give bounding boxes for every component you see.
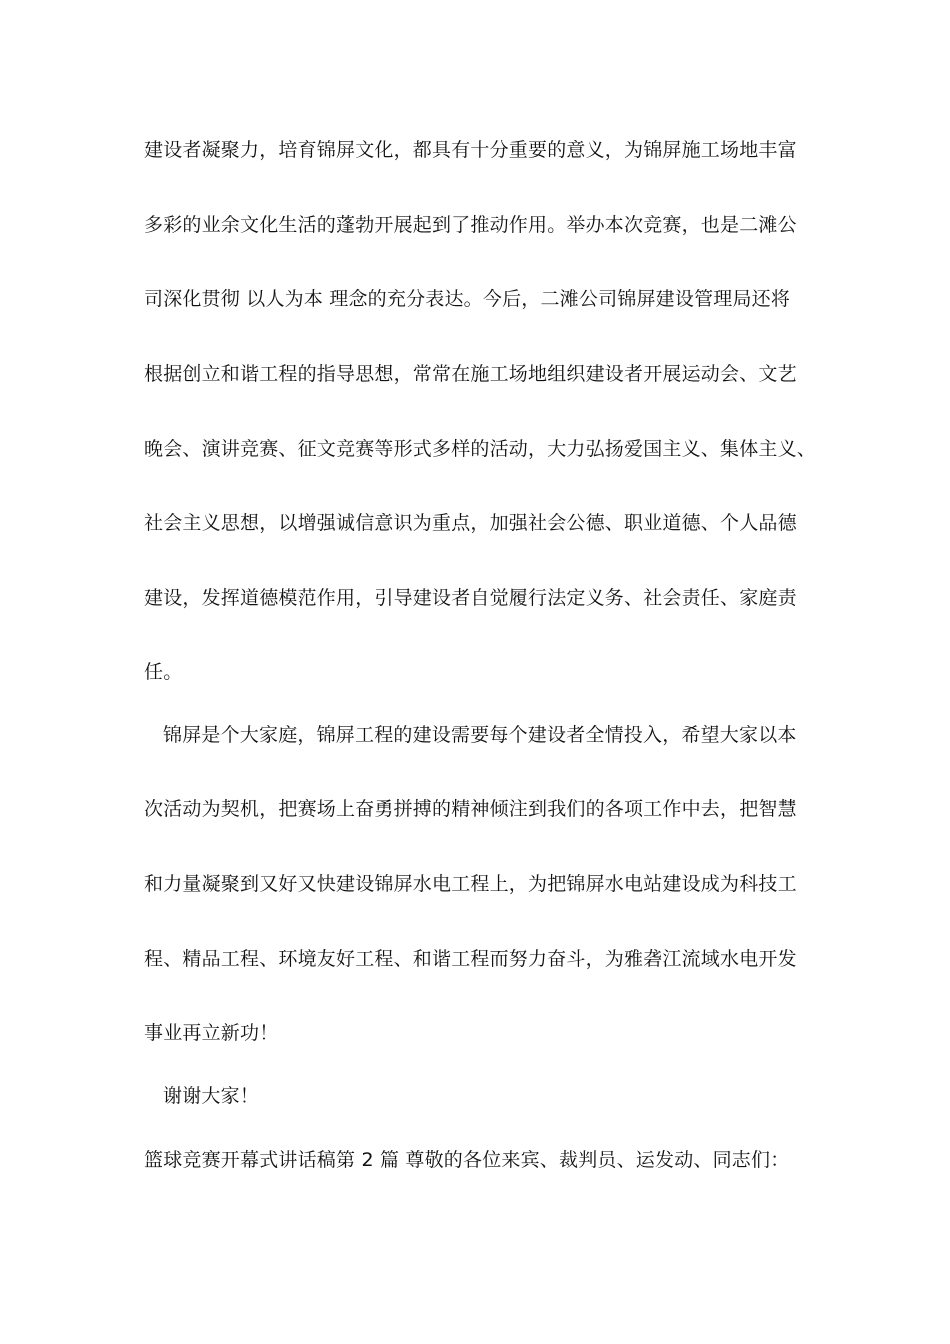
paragraph-line: 根据创立和谐工程的指导思想，常常在施工场地组织建设者开展运动会、文艺 [144,363,797,385]
paragraph-line: 晚会、演讲竞赛、征文竞赛等形式多样的活动，大力弘扬爱国主义、集体主义、 [144,438,817,460]
thanks-line: 谢谢大家！ [163,1085,260,1107]
paragraph-line: 任。 [144,661,183,683]
paragraph-line: 建设，发挥道德模范作用，引导建设者自觉履行法定义务、社会责任、家庭责 [144,587,797,609]
paragraph-line: 社会主义思想，以增强诚信意识为重点，加强社会公德、职业道德、个人品德 [144,512,797,534]
paragraph-line: 锦屏是个大家庭，锦屏工程的建设需要每个建设者全情投入，希望大家以本 [163,724,797,746]
section-title: 篮球竞赛开幕式讲话稿第 2 篇 尊敬的各位来宾、裁判员、运发动、同志们： [144,1149,790,1171]
paragraph-line: 多彩的业余文化生活的蓬勃开展起到了推动作用。举办本次竞赛，也是二滩公 [144,214,797,236]
paragraph-line: 程、精品工程、环境友好工程、和谐工程而努力奋斗，为雅砻江流域水电开发 [144,948,797,970]
paragraph-line: 和力量凝聚到又好又快建设锦屏水电工程上，为把锦屏水电站建设成为科技工 [144,873,797,895]
paragraph-line: 司深化贯彻 以人为本 理念的充分表达。今后，二滩公司锦屏建设管理局还将 [144,288,791,310]
paragraph-line: 建设者凝聚力，培育锦屏文化，都具有十分重要的意义，为锦屏施工场地丰富 [144,139,797,161]
paragraph-line: 事业再立新功！ [144,1022,279,1044]
paragraph-line: 次活动为契机，把赛场上奋勇拼搏的精神倾注到我们的各项工作中去，把智慧 [144,798,797,820]
